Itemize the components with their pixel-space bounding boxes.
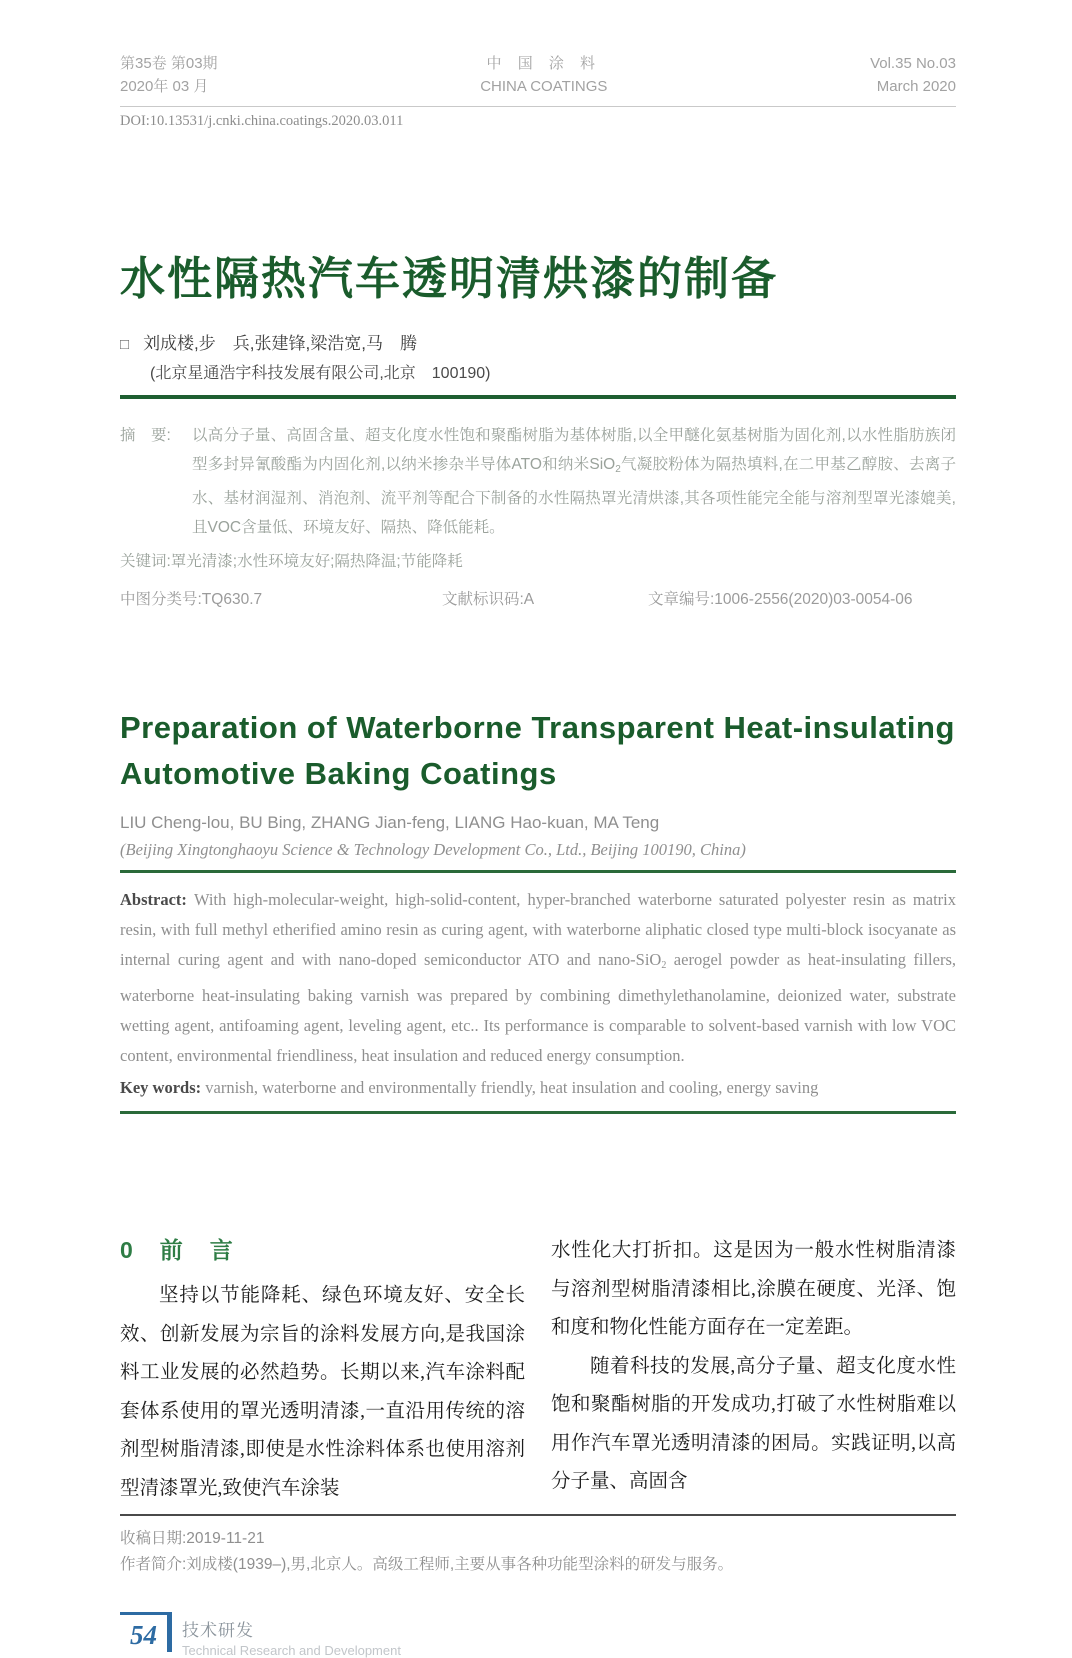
- affiliation-en: (Beijing Xingtonghaoyu Science & Technology Development Co., Ltd., Beijing 100190, China): [120, 840, 746, 859]
- sio2-subscript: 2: [615, 464, 621, 475]
- title-divider-rule: [120, 395, 956, 399]
- column-labels: [182, 1612, 401, 1658]
- abstract-en: Abstract: With high-molecular-weight, high-solid-content, hyper-branched waterborne saturated polyester resin as matrix resin, with full methyl etherified amino resin as curing agent, with waterborne aliphatic closed type multi-block isocyanate as internal curing agent and with nano-doped semiconductor ATO and nano-SiO$_2$ aerogel powder as heat-insulating fillers, waterborne heat-insulating baking varnish was prepared by combining dimethylethanolamine, deionized water, substrate wetting agent, antifoaming agent, leveling agent, etc.. Its performance is comparable to solvent-based varnish with low VOC content, environmental friendliness, heat insulation and reduced energy consumption.: [120, 890, 956, 1065]
- received-date: 收稿日期:2019-11-21: [120, 1530, 265, 1547]
- column-name-cn: 技术研发: [182, 1621, 254, 1640]
- clc-number: 中图分类号:TQ630.7: [120, 591, 263, 608]
- keywords-en-text: varnish, waterborne and environmentally friendly, heat insulation and cooling, energy saving: [205, 1078, 819, 1097]
- abstract-cn-text: 以高分子量、高固含量、超支化度水性饱和聚酯树脂为基体树脂,以全甲醚化氨基树脂为固化剂,以水性脂肪族闭型多封异氰酸酯为内固化剂,以纳米掺杂半导体ATO和纳米SiO$_2$气凝胶粉体为隔热填料,在二甲基乙醇胺、去离子水、基材润湿剂、消泡剂、流平剂等配合下制备的水性隔热罩光清烘漆,其各项性能完全能与溶剂型罩光漆媲美,且VOC含量低、环境友好、隔热、降低能耗。: [192, 427, 956, 536]
- issue-volume-cn: 第35卷 第03期: [120, 55, 218, 72]
- issue-date-en: March 2020: [876, 78, 956, 95]
- abstract-bottom-rule: [120, 1111, 956, 1114]
- article-page: [120, 0, 956, 1658]
- issue-date-cn: 2020年 03 月: [120, 78, 209, 95]
- author-marker-icon: □: [120, 336, 130, 353]
- article-title-cn: 水性隔热汽车透明清烘漆的制备: [120, 253, 779, 304]
- issue-info-en: [870, 52, 956, 98]
- journal-header-row: [120, 52, 956, 107]
- article-title-en-line2: Automotive Baking Coatings: [120, 756, 557, 791]
- journal-header: [120, 52, 956, 130]
- document-code: 文献标识码:A: [442, 591, 535, 608]
- journal-name-en: CHINA COATINGS: [480, 78, 608, 95]
- body-paragraph-right-1: 水性化大打折扣。这是因为一般水性树脂清漆与溶剂型树脂清漆相比,涂膜在硬度、光泽、饱和度和物化性能方面存在一定差距。: [551, 1240, 956, 1338]
- classification-row: [120, 587, 956, 609]
- page-number: 54: [120, 1612, 172, 1652]
- body-column-left: [120, 1232, 525, 1508]
- authors-cn-names: 刘成楼,步 兵,张建锋,梁浩宽,马 腾: [143, 334, 417, 353]
- authors-en: LIU Cheng-lou, BU Bing, ZHANG Jian-feng, LIANG Hao-kuan, MA Teng: [120, 813, 660, 832]
- body-column-right: [551, 1232, 956, 1508]
- keywords-en-label: Key words:: [120, 1078, 206, 1097]
- article-id: 文章编号:1006-2556(2020)03-0054-06: [648, 591, 913, 608]
- author-bio: 作者简介:刘成楼(1939–),男,北京人。高级工程师,主要从事各种功能型涂料的研发与服务。: [120, 1556, 734, 1573]
- keywords-en: [120, 1073, 956, 1103]
- affiliation-cn: (北京星通浩宇科技发展有限公司,北京 100190): [150, 365, 491, 382]
- abstract-cn: [120, 421, 956, 542]
- abstract-cn-label: 摘 要:: [120, 427, 171, 444]
- section-heading: 0 前 言: [120, 1237, 235, 1263]
- footnote: [120, 1526, 956, 1578]
- issue-info: [120, 52, 218, 98]
- body-columns: [120, 1232, 956, 1508]
- page-footer-badge: [120, 1612, 956, 1658]
- article-title-en-line1: Preparation of Waterborne Transparent Heat-insulating: [120, 710, 955, 745]
- doi-line: DOI:10.13531/j.cnki.china.coatings.2020.03.011: [120, 113, 404, 129]
- body-paragraph-right-2: 随着科技的发展,高分子量、超支化度水性饱和聚酯树脂的开发成功,打破了水性树脂难以用作汽车罩光透明清漆的困局。实践证明,以高分子量、高固含: [551, 1355, 956, 1492]
- keywords-cn: 关键词:罩光清漆;水性环境友好;隔热降温;节能降耗: [120, 553, 463, 570]
- footnote-rule: [120, 1514, 956, 1516]
- authors-cn: [120, 329, 956, 354]
- issue-volume-en: Vol.35 No.03: [870, 55, 956, 72]
- journal-name: [480, 52, 607, 98]
- journal-name-cn: 中 国 涂 料: [486, 55, 602, 72]
- abstract-en-label: Abstract:: [120, 890, 194, 909]
- article-title-en: [120, 705, 956, 797]
- sio2-subscript-en: 2: [661, 960, 667, 971]
- abstract-top-rule: [120, 870, 956, 873]
- column-name-en: Technical Research and Development: [182, 1643, 401, 1658]
- body-paragraph-left: 坚持以节能降耗、绿色环境友好、安全长效、创新发展为宗旨的涂料发展方向,是我国涂料工业发展的必然趋势。长期以来,汽车涂料配套体系使用的罩光透明清漆,一直沿用传统的溶剂型树脂清漆,即使是水性涂料体系也使用溶剂型清漆罩光,致使汽车涂装: [120, 1285, 525, 1499]
